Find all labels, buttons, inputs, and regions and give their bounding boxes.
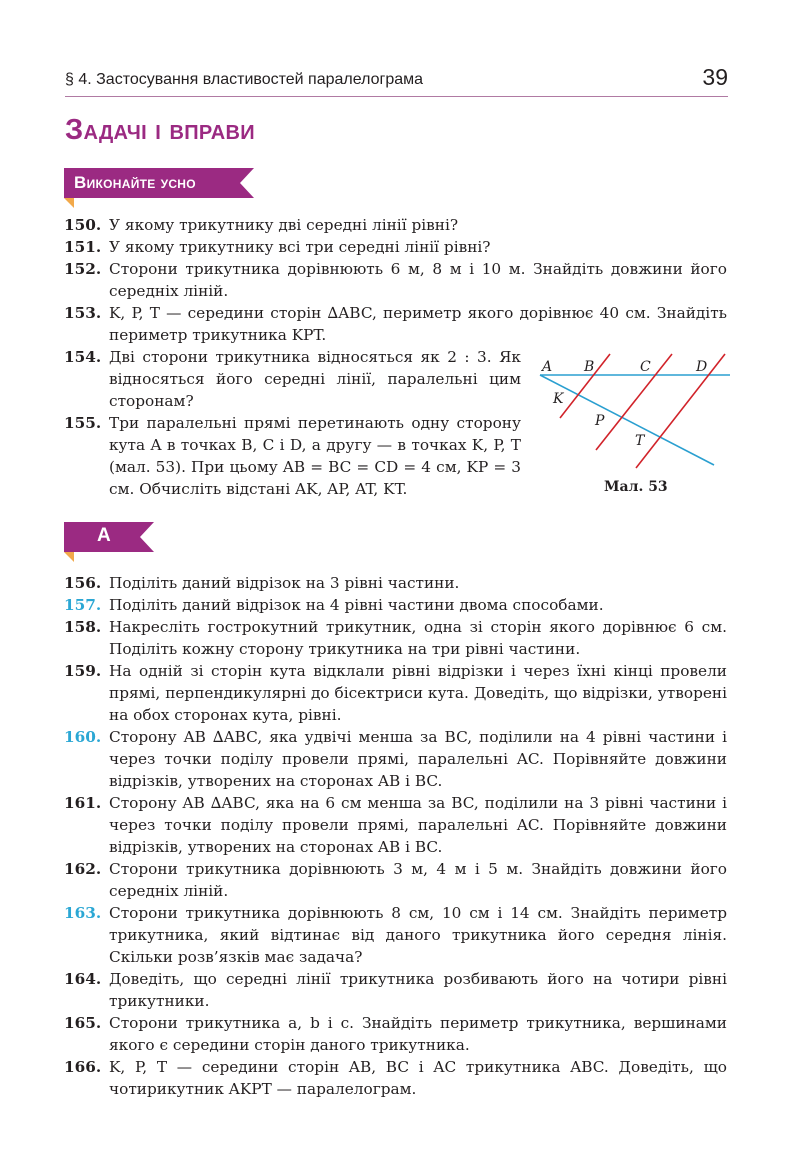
problem-number: 150.	[64, 216, 102, 234]
label-c: C	[640, 359, 651, 375]
label-a: A	[542, 359, 553, 375]
problem-text: Накресліть гострокутний трикутник, одна зі сторін якого дорівнює 6 см. Поділіть кожну сторону трикутника на три рівні частини.	[109, 618, 727, 658]
problem-number: 165.	[64, 1014, 102, 1032]
problem-text: Поділіть даний відрізок на 4 рівні частини двома способами.	[109, 596, 604, 614]
problem-number: 159.	[64, 662, 102, 680]
section-ribbon-a	[64, 522, 154, 552]
problem-text: Сторони трикутника a, b і c. Знайдіть периметр трикутника, вершинами якого є середини сторін даного трикутника.	[109, 1014, 727, 1054]
figure-caption: Мал. 53	[604, 479, 668, 495]
label-p: P	[595, 413, 605, 429]
problem-text: K, P, T — середини сторін AB, BC і AC трикутника ABC. Доведіть, що чотирикутник AKPT — паралелограм.	[109, 1058, 727, 1098]
problem-number: 154.	[64, 348, 102, 366]
label-d: D	[696, 359, 708, 375]
problem-number: 160.	[64, 728, 102, 746]
section-title: § 4. Застосування властивостей паралелограма	[65, 71, 424, 88]
problem-text: Дві сторони трикутника відносяться як 2 : 3. Як відносяться його середні лінії, паралельні цим сторонам?	[109, 348, 521, 410]
section-ribbon-oral	[64, 168, 254, 198]
problem-text: Поділіть даний відрізок на 3 рівні частини.	[109, 574, 460, 592]
label-b: B	[584, 359, 595, 375]
problem-text: Сторони трикутника дорівнюють 6 м, 8 м і 10 м. Знайдіть довжини його середніх ліній.	[109, 260, 727, 300]
angle-side-lower	[540, 375, 714, 465]
problem-text: Доведіть, що середні лінії трикутника розбивають його на чотири рівні трикутники.	[109, 970, 727, 1010]
running-head	[65, 64, 728, 97]
ribbon-label: А	[97, 525, 112, 546]
problem-text: Три паралельні прямі перетинають одну сторону кута A в точках B, C і D, а другу — в точках K, P, T (мал. 53). При цьому AB = BC = CD = 4 см, KP = 3 см. Обчисліть відстані AK, AP, AT, KT.	[109, 414, 521, 498]
problem-number: 161.	[64, 794, 102, 812]
ribbon-label: Виконайте усно	[74, 173, 196, 192]
problem-number: 157.	[64, 596, 102, 614]
problem-text: Сторону AB ∆ABC, яка на 6 см менша за BC, поділили на 3 рівні частини і через точки поділу провели прямі, паралельні AC. Порівняйте довжини відрізків, утворених на сторонах AB і BC.	[109, 794, 727, 856]
problem-number: 158.	[64, 618, 102, 636]
problem-number: 164.	[64, 970, 102, 988]
problem-number: 166.	[64, 1058, 102, 1076]
problem-text: Сторони трикутника дорівнюють 8 см, 10 см і 14 см. Знайдіть периметр трикутника, який відтинає від даного трикутника його середня лінія. Скільки розв’язків має задача?	[109, 904, 727, 966]
problem-text: У якому трикутнику всі три середні лінії рівні?	[109, 238, 491, 256]
figure-53	[532, 350, 732, 475]
page-number: 39	[702, 64, 728, 90]
page-title: Задачі і вправи	[65, 114, 255, 146]
problem-number: 153.	[64, 304, 102, 322]
problem-text: Сторону AB ∆ABC, яка удвічі менша за BC, поділили на 4 рівні частини і через точки поділу провели прямі, паралельні AC. Порівняйте довжини відрізків, утворених на сторонах AB і BC.	[109, 728, 727, 790]
problem-number: 152.	[64, 260, 102, 278]
label-t: T	[635, 433, 645, 449]
problem-text: У якому трикутнику дві середні лінії рівні?	[109, 216, 459, 234]
problem-text: На одній зі сторін кута відклали рівні відрізки і через їхні кінці провели прямі, перпендикулярні до бісектриси кута. Доведіть, що відрізки, утворені на обох сторонах кута, рівні.	[109, 662, 727, 724]
problem-text: K, P, T — середини сторін ∆ABC, периметр якого дорівнює 40 см. Знайдіть периметр трикутника KPT.	[109, 304, 727, 344]
problem-number: 162.	[64, 860, 102, 878]
label-k: K	[553, 391, 564, 407]
problem-text: Сторони трикутника дорівнюють 3 м, 4 м і 5 м. Знайдіть довжини його середніх ліній.	[109, 860, 727, 900]
problem-number: 156.	[64, 574, 102, 592]
problem-number: 155.	[64, 414, 102, 432]
problem-number: 163.	[64, 904, 102, 922]
problem-number: 151.	[64, 238, 102, 256]
